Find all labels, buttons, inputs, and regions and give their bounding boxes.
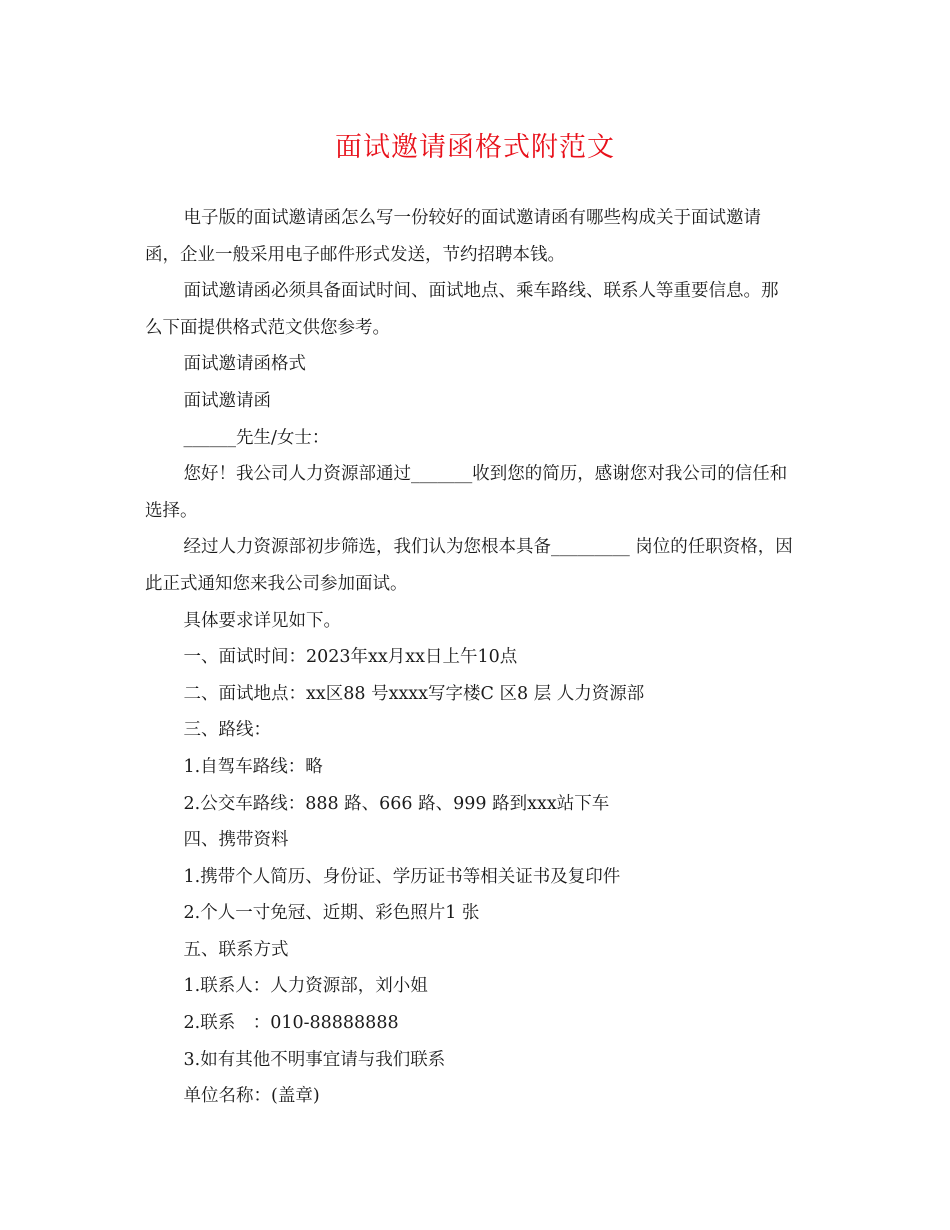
details-intro: 具体要求详见如下。	[183, 610, 341, 631]
route-heading: 三、路线：	[183, 720, 271, 741]
greeting-paragraph: 您好！我公司人力资源部通过_______收到您的简历，感谢您对我公司的信任和选择。	[145, 464, 788, 521]
interview-location: 二、面试地点：xx区88 号xxxx写字楼C 区8 层 人力资源部	[183, 683, 645, 704]
route-driving: 1.自驾车路线：略	[183, 756, 323, 777]
materials-item-1: 1.携带个人简历、身份证、学历证书等相关证书及复印件	[183, 866, 621, 887]
materials-item-2: 2.个人一寸免冠、近期、彩色照片1 张	[183, 903, 480, 924]
contact-person: 1.联系人：人力资源部，刘小姐	[183, 976, 428, 997]
interview-time: 一、面试时间：2023年xx月xx日上午10点	[183, 647, 518, 668]
company-signature: 单位名称：(盖章)	[183, 1086, 320, 1107]
contact-note: 3.如有其他不明事宜请与我们联系	[183, 1049, 446, 1070]
route-bus: 2.公交车路线：888 路、666 路、999 路到xxx站下车	[183, 793, 610, 814]
contact-phone: 2.联系 ：010-88888888	[183, 1013, 399, 1034]
salutation: ______先生/女士：	[183, 427, 330, 448]
document-title: 面试邀请函格式附范文	[335, 132, 615, 163]
materials-heading: 四、携带资料	[183, 830, 289, 851]
contact-heading: 五、联系方式	[183, 939, 289, 960]
letter-title: 面试邀请函	[183, 390, 271, 411]
requirements-paragraph: 面试邀请函必须具备面试时间、面试地点、乘车路线、联系人等重要信息。那么下面提供格式范文供您参考。	[145, 281, 779, 338]
format-heading: 面试邀请函格式	[183, 354, 306, 375]
document-body	[145, 200, 795, 1115]
screening-paragraph: 经过人力资源部初步筛选，我们认为您根本具备_________ 岗位的任职资格，因此正式通知您来我公司参加面试。	[145, 537, 793, 594]
intro-paragraph: 电子版的面试邀请函怎么写一份较好的面试邀请函有哪些构成关于面试邀请函，企业一般采用电子邮件形式发送，节约招聘本钱。	[145, 208, 761, 265]
